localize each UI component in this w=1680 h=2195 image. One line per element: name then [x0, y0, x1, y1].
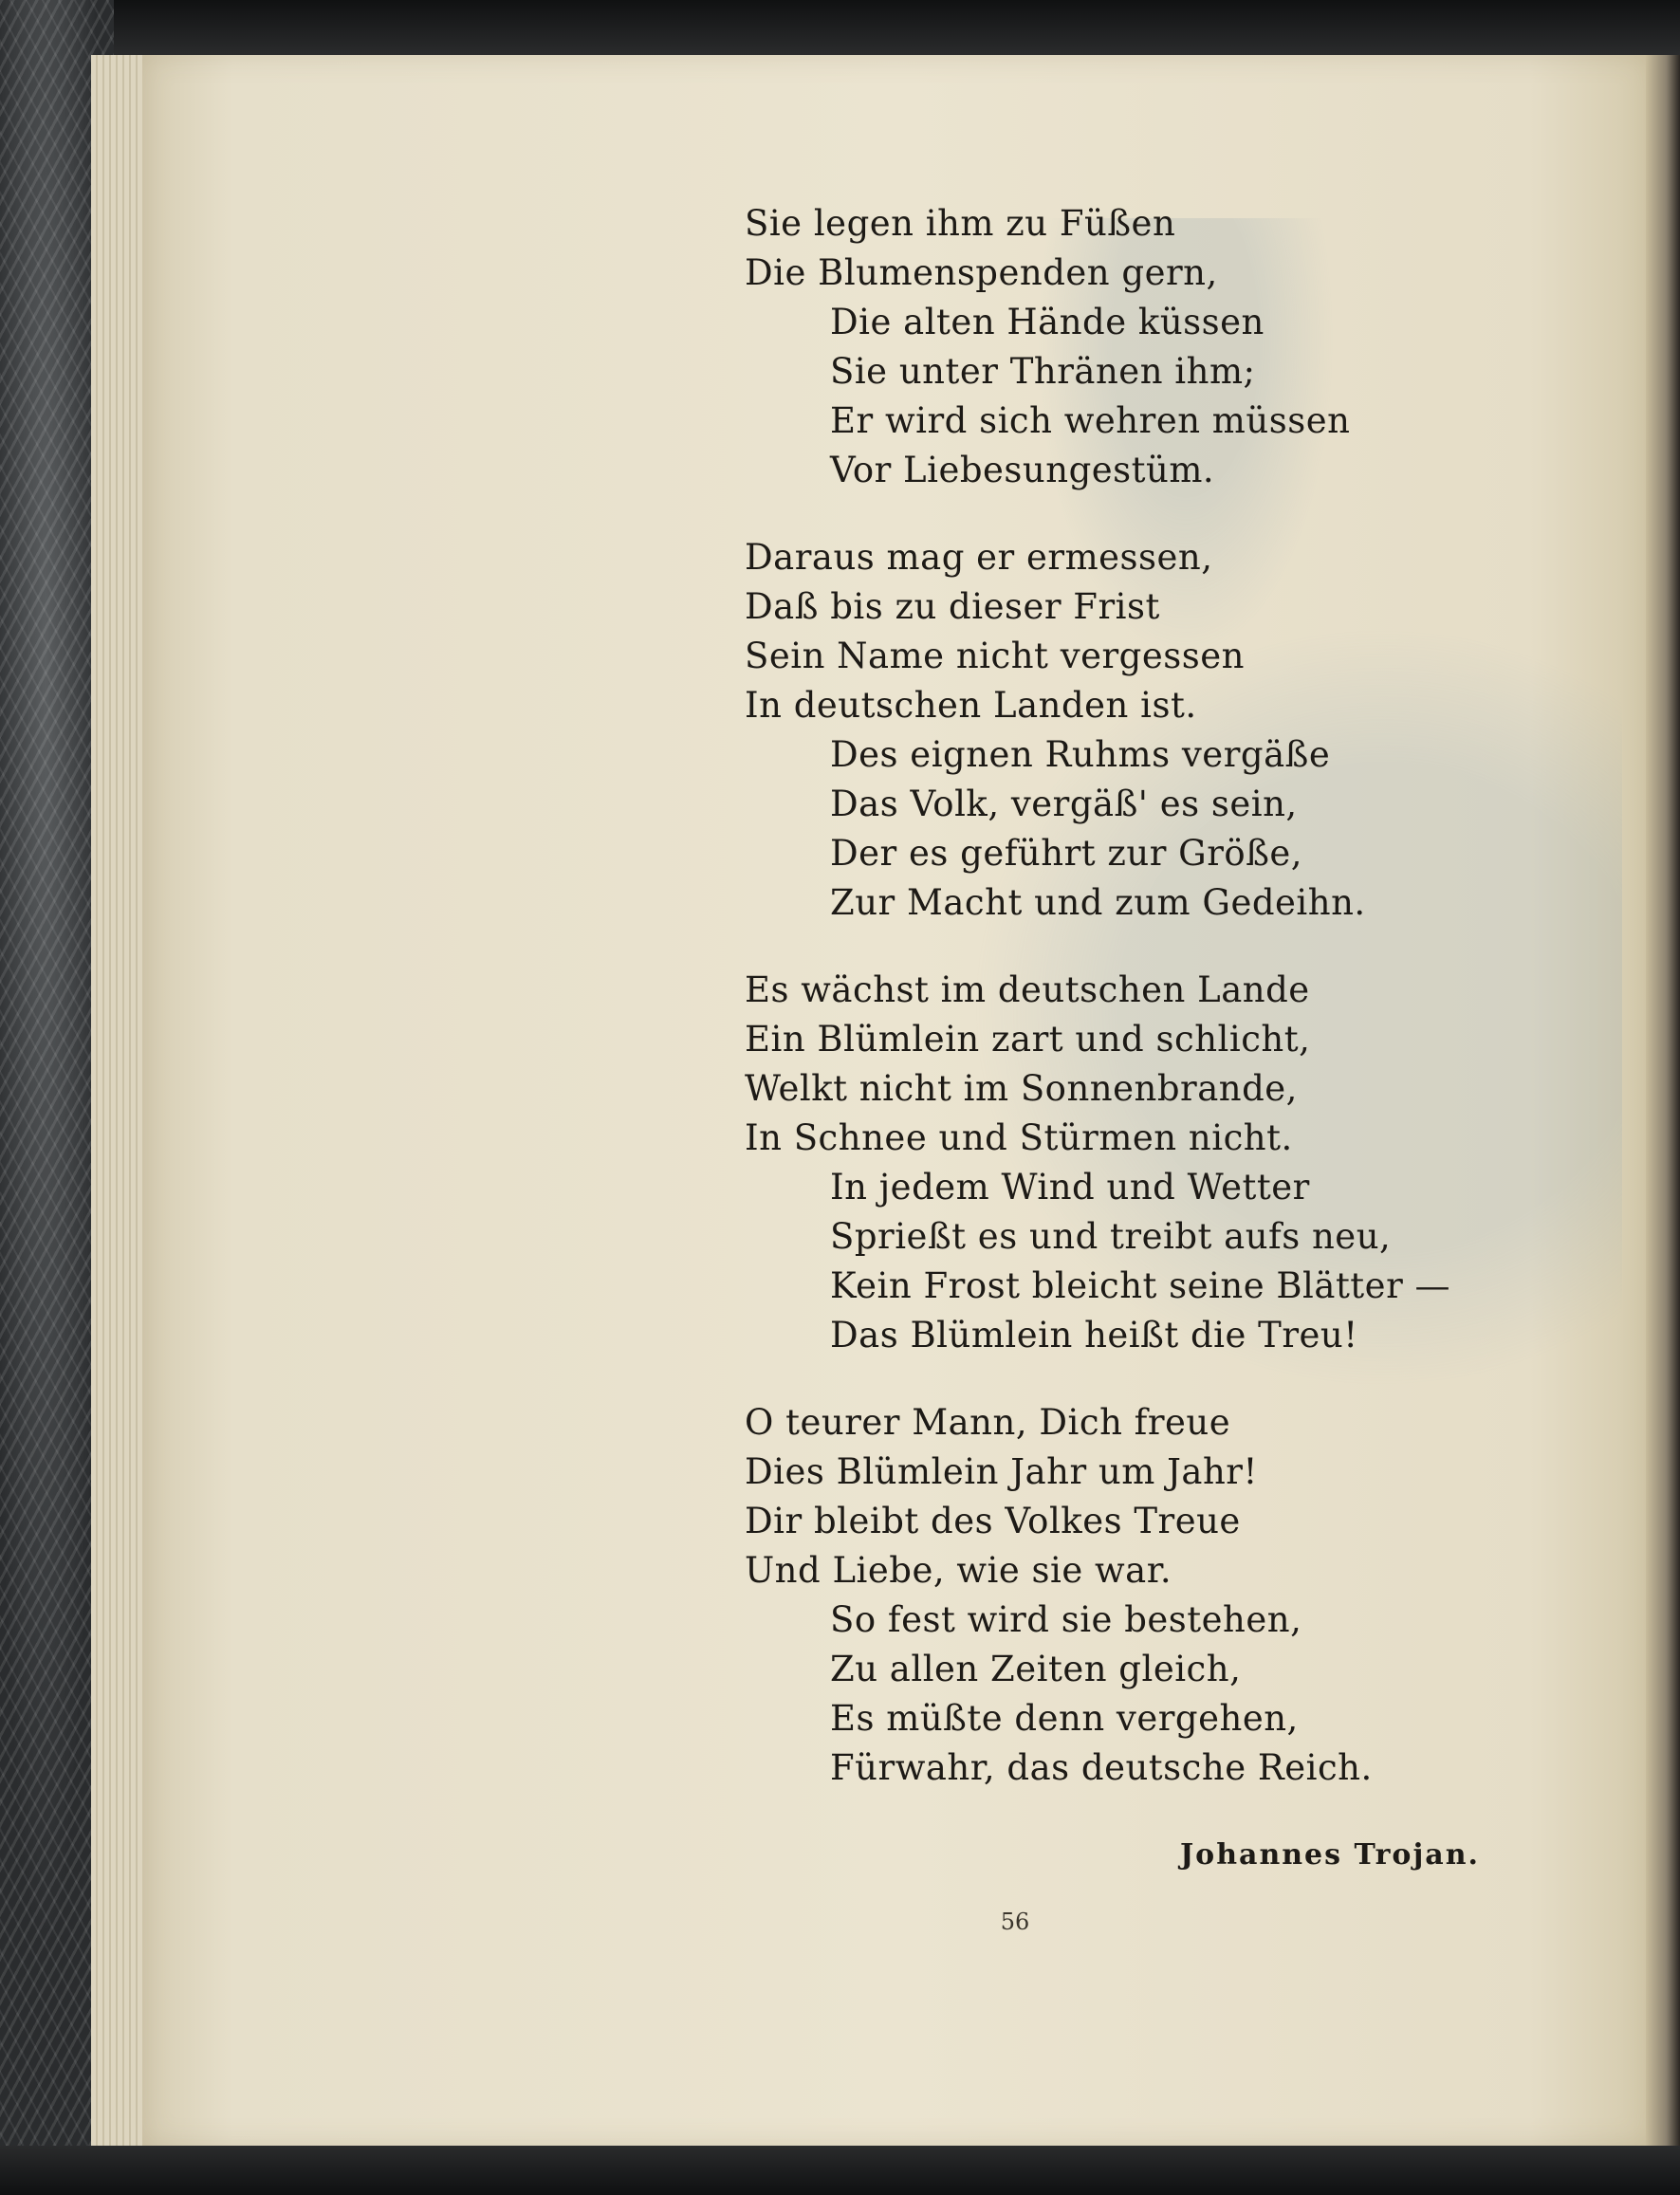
poem-line: Sein Name nicht vergessen [745, 636, 1245, 676]
book-bottom-edge [0, 2146, 1680, 2195]
poem-line: Kein Frost bleicht seine Blätter — [830, 1265, 1451, 1306]
poem-line: Dies Blümlein Jahr um Jahr! [745, 1451, 1258, 1492]
poem-line: Zu allen Zeiten gleich, [830, 1649, 1242, 1689]
poem-line: Sie legen ihm zu Füßen [745, 203, 1176, 244]
author-signature: Johannes Trojan. [1179, 1838, 1480, 1872]
poem-line: Des eignen Ruhms vergäße [830, 734, 1331, 775]
page-number: 56 [1000, 1909, 1030, 1935]
poem-line: O teurer Mann, Dich freue [745, 1402, 1231, 1443]
poem-line: Und Liebe, wie sie war. [745, 1550, 1172, 1591]
poem-line: Sie unter Thränen ihm; [830, 351, 1256, 392]
poem-line: Das Volk, vergäß' es sein, [830, 784, 1298, 824]
book-top-edge [0, 0, 1680, 55]
poem-line: Zur Macht und zum Gedeihn. [830, 882, 1366, 923]
poem-line: Sprießt es und treibt aufs neu, [830, 1216, 1392, 1257]
poem-line: Ein Blümlein zart und schlicht, [745, 1019, 1311, 1060]
poem-line: Die alten Hände küssen [830, 302, 1265, 342]
facing-page-edge [1646, 55, 1680, 2146]
poem-line: In Schnee und Stürmen nicht. [745, 1117, 1293, 1158]
stanza [745, 533, 1504, 928]
poem-line: Die Blumenspenden gern, [745, 252, 1218, 293]
poem-line: Es müßte denn vergehen, [830, 1698, 1299, 1739]
poem-line: Welkt nicht im Sonnenbrande, [745, 1068, 1298, 1109]
poem-line: Dir bleibt des Volkes Treue [745, 1501, 1241, 1541]
poem-line: Es wächst im deutschen Lande [745, 969, 1310, 1010]
poem-line: Der es geführt zur Größe, [830, 833, 1303, 874]
poem-line: Vor Liebesungestüm. [830, 450, 1215, 490]
poem-line: In jedem Wind und Wetter [830, 1167, 1310, 1208]
poem-line: So fest wird sie bestehen, [830, 1599, 1302, 1640]
poem-body [745, 199, 1504, 1831]
stanza [745, 966, 1504, 1360]
stanza [745, 1398, 1504, 1793]
stanza [745, 199, 1504, 495]
poem-line: Daß bis zu dieser Frist [745, 586, 1160, 627]
poem-line: In deutschen Landen ist. [745, 685, 1197, 726]
poem-line: Er wird sich wehren müssen [830, 400, 1351, 441]
poem-line: Das Blümlein heißt die Treu! [830, 1315, 1358, 1356]
poem-line: Fürwahr, das deutsche Reich. [830, 1747, 1373, 1788]
poem-line: Daraus mag er ermessen, [745, 537, 1213, 578]
